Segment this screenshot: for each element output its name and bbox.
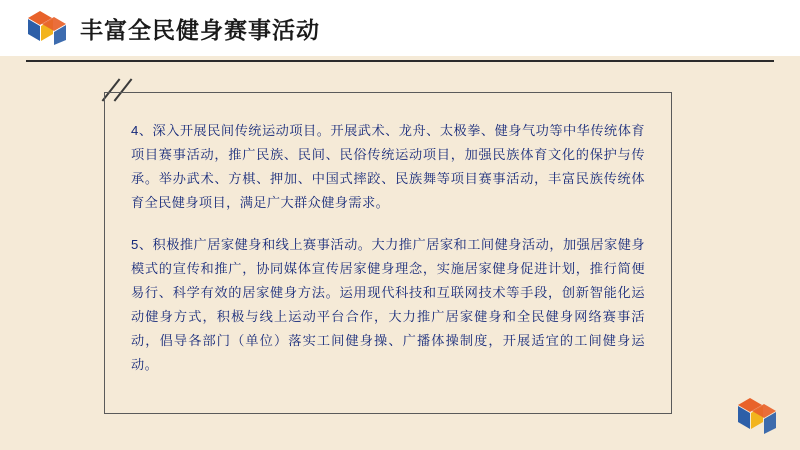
header-divider bbox=[26, 60, 774, 62]
page-header bbox=[0, 0, 800, 56]
content-box bbox=[104, 92, 672, 414]
page-title: 丰富全民健身赛事活动 bbox=[80, 16, 320, 43]
paragraph-5: 5、积极推广居家健身和线上赛事活动。大力推广居家和工间健身活动，加强居家健身模式的宣传和推广，协同媒体宣传居家健身理念，实施居家健身促进计划，推行简便易行、科学有效的居家健身方法。运用现代科技和互联网技术等手段，创新智能化运动健身方式，积极与线上运动平台合作，大力推广居家健身和全民健身网络赛事活动，倡导各部门（单位）落实工间健身操、广播体操制度，开展适宜的工间健身运动。 bbox=[131, 237, 645, 373]
paragraph-4: 4、深入开展民间传统运动项目。开展武术、龙舟、太极拳、健身气功等中华传统体育项目赛事活动，推广民族、民间、民俗传统运动项目，加强民族体育文化的保护与传承。举办武术、方棋、押加、中国式摔跤、民族舞等项目赛事活动，丰富民族传统体育全民健身项目，满足广大群众健身需求。 bbox=[131, 123, 645, 211]
cube-logo-icon bbox=[734, 398, 778, 434]
cube-logo-icon bbox=[26, 11, 70, 45]
